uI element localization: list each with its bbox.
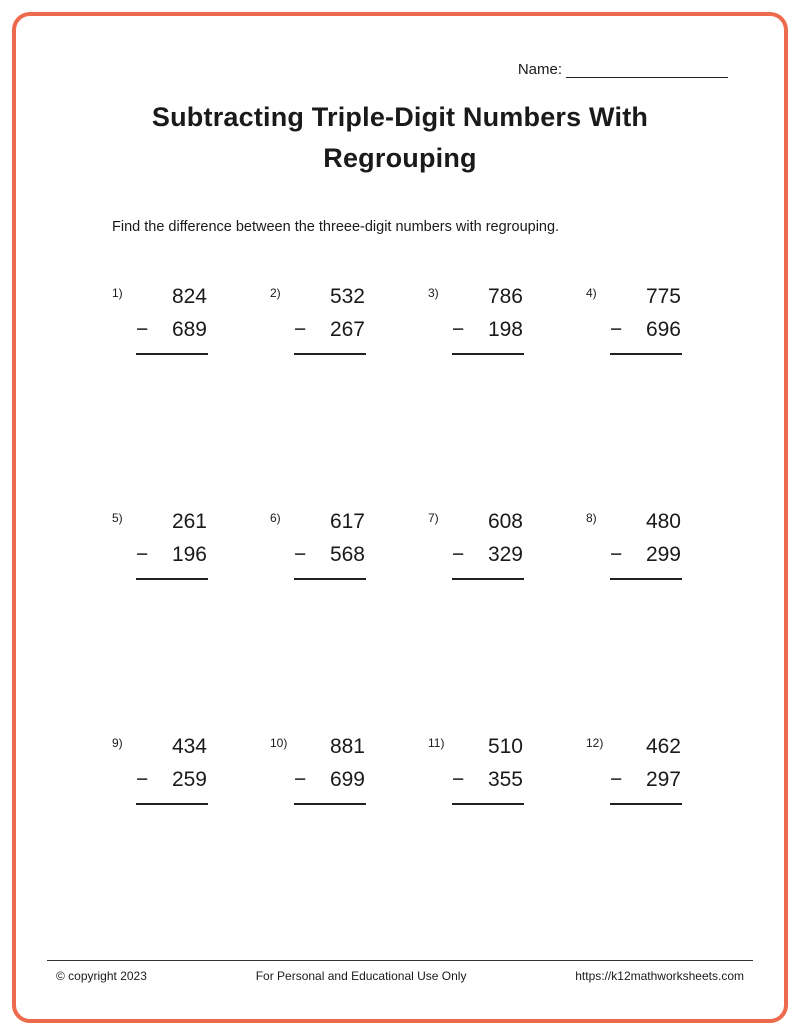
problem-6: [270, 505, 366, 580]
answer-line: [610, 313, 682, 355]
name-label: Name:: [517, 61, 562, 78]
minus-sign: −: [610, 543, 623, 566]
problem-5: [112, 505, 208, 580]
answer-line: [610, 538, 682, 580]
problem-numbers: [294, 280, 366, 355]
problem-3: [428, 280, 524, 355]
problem-label: 6): [270, 511, 281, 525]
problem-numbers: [294, 730, 366, 805]
footer-divider: [47, 960, 753, 961]
subtrahend: 689: [171, 318, 207, 341]
name-blank-line: [566, 63, 728, 78]
subtrahend: 297: [645, 768, 681, 791]
problem-numbers: [610, 505, 682, 580]
problem-numbers: [610, 280, 682, 355]
page-title-line2: Regrouping: [323, 143, 477, 173]
minus-sign: −: [452, 543, 465, 566]
page-title-line1: Subtracting Triple-Digit Numbers With: [151, 102, 649, 132]
problem-7: [428, 505, 524, 580]
minuend: 786: [487, 285, 523, 308]
problem-11: [428, 730, 524, 805]
problem-label: 3): [428, 286, 439, 300]
minus-sign: −: [452, 318, 465, 341]
instruction-text: Find the difference between the threee-digit numbers with regrouping.: [112, 219, 560, 235]
minuend: 510: [487, 735, 523, 758]
minus-sign: −: [294, 768, 307, 791]
problem-numbers: [136, 280, 208, 355]
minuend: 881: [329, 735, 365, 758]
problem-label: 2): [270, 286, 281, 300]
page-title: [0, 97, 800, 179]
answer-line: [294, 538, 366, 580]
problem-numbers: [452, 505, 524, 580]
minuend: 608: [487, 510, 523, 533]
minuend: 462: [645, 735, 681, 758]
minuend: 775: [645, 285, 681, 308]
minuend: 824: [171, 285, 207, 308]
problem-4: [586, 280, 682, 355]
subtrahend: 259: [171, 768, 207, 791]
problem-numbers: [452, 730, 524, 805]
minuend: 434: [171, 735, 207, 758]
problem-label: 12): [586, 736, 604, 750]
problem-label: 10): [270, 736, 288, 750]
answer-line: [294, 313, 366, 355]
subtrahend: 696: [645, 318, 681, 341]
subtrahend: 568: [329, 543, 365, 566]
problem-2: [270, 280, 366, 355]
subtrahend: 699: [329, 768, 365, 791]
subtrahend: 299: [645, 543, 681, 566]
subtrahend: 329: [487, 543, 523, 566]
minus-sign: −: [136, 543, 149, 566]
problem-1: [112, 280, 208, 355]
problem-label: 5): [112, 511, 123, 525]
answer-line: [452, 538, 524, 580]
problem-numbers: [452, 280, 524, 355]
problem-label: 11): [428, 736, 445, 750]
minuend: 532: [329, 285, 365, 308]
minus-sign: −: [610, 318, 623, 341]
problem-label: 7): [428, 511, 439, 525]
subtrahend: 196: [171, 543, 207, 566]
problems-grid: [112, 280, 682, 805]
minus-sign: −: [136, 768, 149, 791]
problem-label: 4): [586, 286, 597, 300]
footer: [47, 969, 753, 983]
subtrahend: 198: [487, 318, 523, 341]
answer-line: [294, 763, 366, 805]
answer-line: [610, 763, 682, 805]
minuend: 261: [171, 510, 207, 533]
problem-8: [586, 505, 682, 580]
minus-sign: −: [294, 318, 307, 341]
minus-sign: −: [610, 768, 623, 791]
problem-numbers: [610, 730, 682, 805]
footer-url: https://k12mathworksheets.com: [575, 969, 744, 983]
subtrahend: 267: [329, 318, 365, 341]
answer-line: [452, 763, 524, 805]
answer-line: [136, 763, 208, 805]
answer-line: [452, 313, 524, 355]
footer-copyright: © copyright 2023: [56, 969, 147, 983]
subtrahend: 355: [487, 768, 523, 791]
problem-numbers: [136, 730, 208, 805]
minuend: 617: [329, 510, 365, 533]
answer-line: [136, 538, 208, 580]
problem-label: 8): [586, 511, 597, 525]
problem-10: [270, 730, 366, 805]
minus-sign: −: [136, 318, 149, 341]
minuend: 480: [645, 510, 681, 533]
problem-9: [112, 730, 208, 805]
minus-sign: −: [294, 543, 307, 566]
name-row: [518, 61, 728, 78]
minus-sign: −: [452, 768, 465, 791]
problem-12: [586, 730, 682, 805]
problem-numbers: [294, 505, 366, 580]
footer-usage-note: For Personal and Educational Use Only: [255, 969, 467, 983]
problem-label: 9): [112, 736, 123, 750]
answer-line: [136, 313, 208, 355]
problem-label: 1): [112, 286, 123, 300]
problem-numbers: [136, 505, 208, 580]
